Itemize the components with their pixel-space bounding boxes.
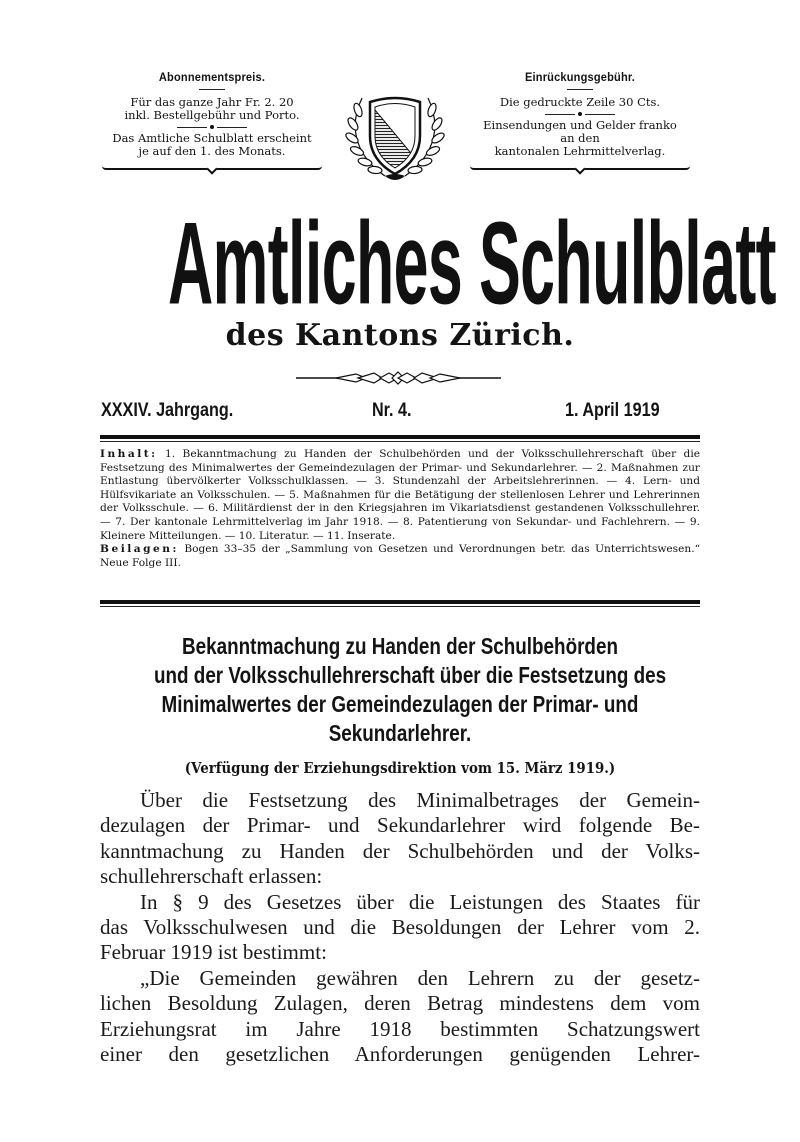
text-line: In § 9 des Gesetzes über die Leistungen des Staates für [140, 889, 700, 914]
text-line: das Volksschulwesen und die Besoldungen der Lehrer vom 2. [100, 915, 700, 940]
volume-label: XXXIV. Jahrgang. [101, 400, 234, 421]
masthead-subtitle: des Kantons Zürich. [225, 318, 575, 353]
article-headline [100, 632, 700, 748]
fee-line: Die gedruckte Zeile 30 Cts. [499, 95, 661, 109]
text-line: einer den gesetzlichen Anforderungen genügenden Lehrer- [100, 1042, 700, 1067]
coat-of-arms-icon [340, 88, 450, 188]
issue-number: Nr. 4. [372, 400, 412, 421]
publication-line: Das Amtliche Schulblatt erscheint [112, 131, 312, 145]
issue-date: 1. April 1919 [565, 400, 660, 421]
headline-line: Minimalwertes der Gemeindezulagen der Primar- und [161, 691, 639, 717]
text-line: Über die Festsetzung des Minimalbetrages der Gemein- [140, 788, 700, 812]
paragraph [100, 890, 700, 966]
headline-line: Sekundarlehrer. [328, 720, 472, 746]
supplements-text: Bogen 33–35 der „Sammlung von Gesetzen und Verordnungen betr. das Unterrichtswesen.“ Neue Folge III. [100, 543, 700, 569]
advertising-fee-title: Einrückungsgebühr. [524, 70, 636, 84]
text-line: schullehrerschaft erlassen: [100, 864, 323, 889]
text-line: Erziehungsrat im Jahre 1918 bestimmten Schatzungswert [100, 1016, 700, 1041]
price-note-line: inkl. Bestellgebühr und Porto. [124, 108, 300, 122]
subscription-price-block [92, 70, 332, 170]
submission-line-3: kantonalen Lehrmittelverlag. [494, 144, 666, 158]
submission-line: Einsendungen und Gelder franko [483, 118, 677, 132]
masthead-subtitle-wrap [0, 318, 800, 353]
contents-text: 1. Bekanntmachung zu Handen der Schulbehörden und der Volksschullehrerschaft über die Festsetzung des Minimalwertes der Gemeindezulagen der Primar- und Sekundarlehrer. — 2. Maßnahmen zur Entlastung übervölkerter Volksschulklassen. — 3. Stundenzahl der Arbeitslehrerinnen. — 4. Lern- und Hülfsvikariate an Volksschulen. — 5. Maßnahmen für die Betätigung der stellenlosen Lehrer und Lehrerinnen der Volksschule. — 6. Militärdienst der in den Kriegsjahren im Vikariatsdienst gestandenen Volksschullehrer. — 7. Der kantonale Lehrmittelverlag im Jahr 1918. — 8. Patentierung von Sekundar- und Fachlehrern. — 9. Kleinere Mitteilungen. — 10. Literatur. — 11. Inserate. [100, 448, 700, 542]
supplements-section [100, 543, 700, 570]
text-line: kanntmachung zu Handen der Schulbehörden und der Volks- [100, 838, 700, 863]
decree-note: (Verfügung der Erziehungsdirektion vom 15. März 1919.) [184, 760, 616, 777]
publication-date-line: je auf den 1. des Monats. [138, 144, 286, 158]
text-line: Februar 1919 ist bestimmt: [100, 940, 327, 965]
contents-label: Inhalt: [100, 448, 158, 460]
table-of-contents [100, 448, 700, 570]
subscription-price-title: Abonnementspreis. [158, 70, 266, 84]
double-rule [100, 600, 700, 607]
submission-line-2: an den [560, 131, 600, 145]
dot-divider [177, 125, 247, 129]
article-body [100, 788, 700, 1067]
supplements-label: Beilagen: [100, 543, 179, 556]
brace-divider [102, 162, 322, 170]
double-rule [100, 435, 700, 442]
price-line: Für das ganze Jahr Fr. 2. 20 [130, 95, 294, 109]
paragraph [100, 966, 700, 1068]
text-line: dezulagen der Primar- und Sekundarlehrer wird folgende Be- [100, 813, 700, 838]
contents-section [100, 448, 700, 543]
advertising-fee-block [460, 70, 700, 170]
dot-divider [545, 112, 615, 116]
brace-divider [470, 162, 690, 170]
headline-line: und der Volksschullehrerschaft über die Festsetzung des [154, 662, 667, 688]
masthead-title-wrap [0, 197, 800, 329]
text-line: lichen Besoldung Zulagen, deren Betrag mindestens dem vom [100, 991, 700, 1016]
masthead-title: Amtliches Schulblatt [168, 197, 776, 329]
divider [567, 89, 593, 90]
paragraph [100, 788, 700, 890]
headline-line: Bekanntmachung zu Handen der Schulbehörden [182, 633, 618, 659]
text-line: „Die Gemeinden gewähren den Lehrern zu der gesetz- [140, 965, 700, 990]
ornament-divider-icon [296, 370, 501, 384]
divider [199, 89, 225, 90]
